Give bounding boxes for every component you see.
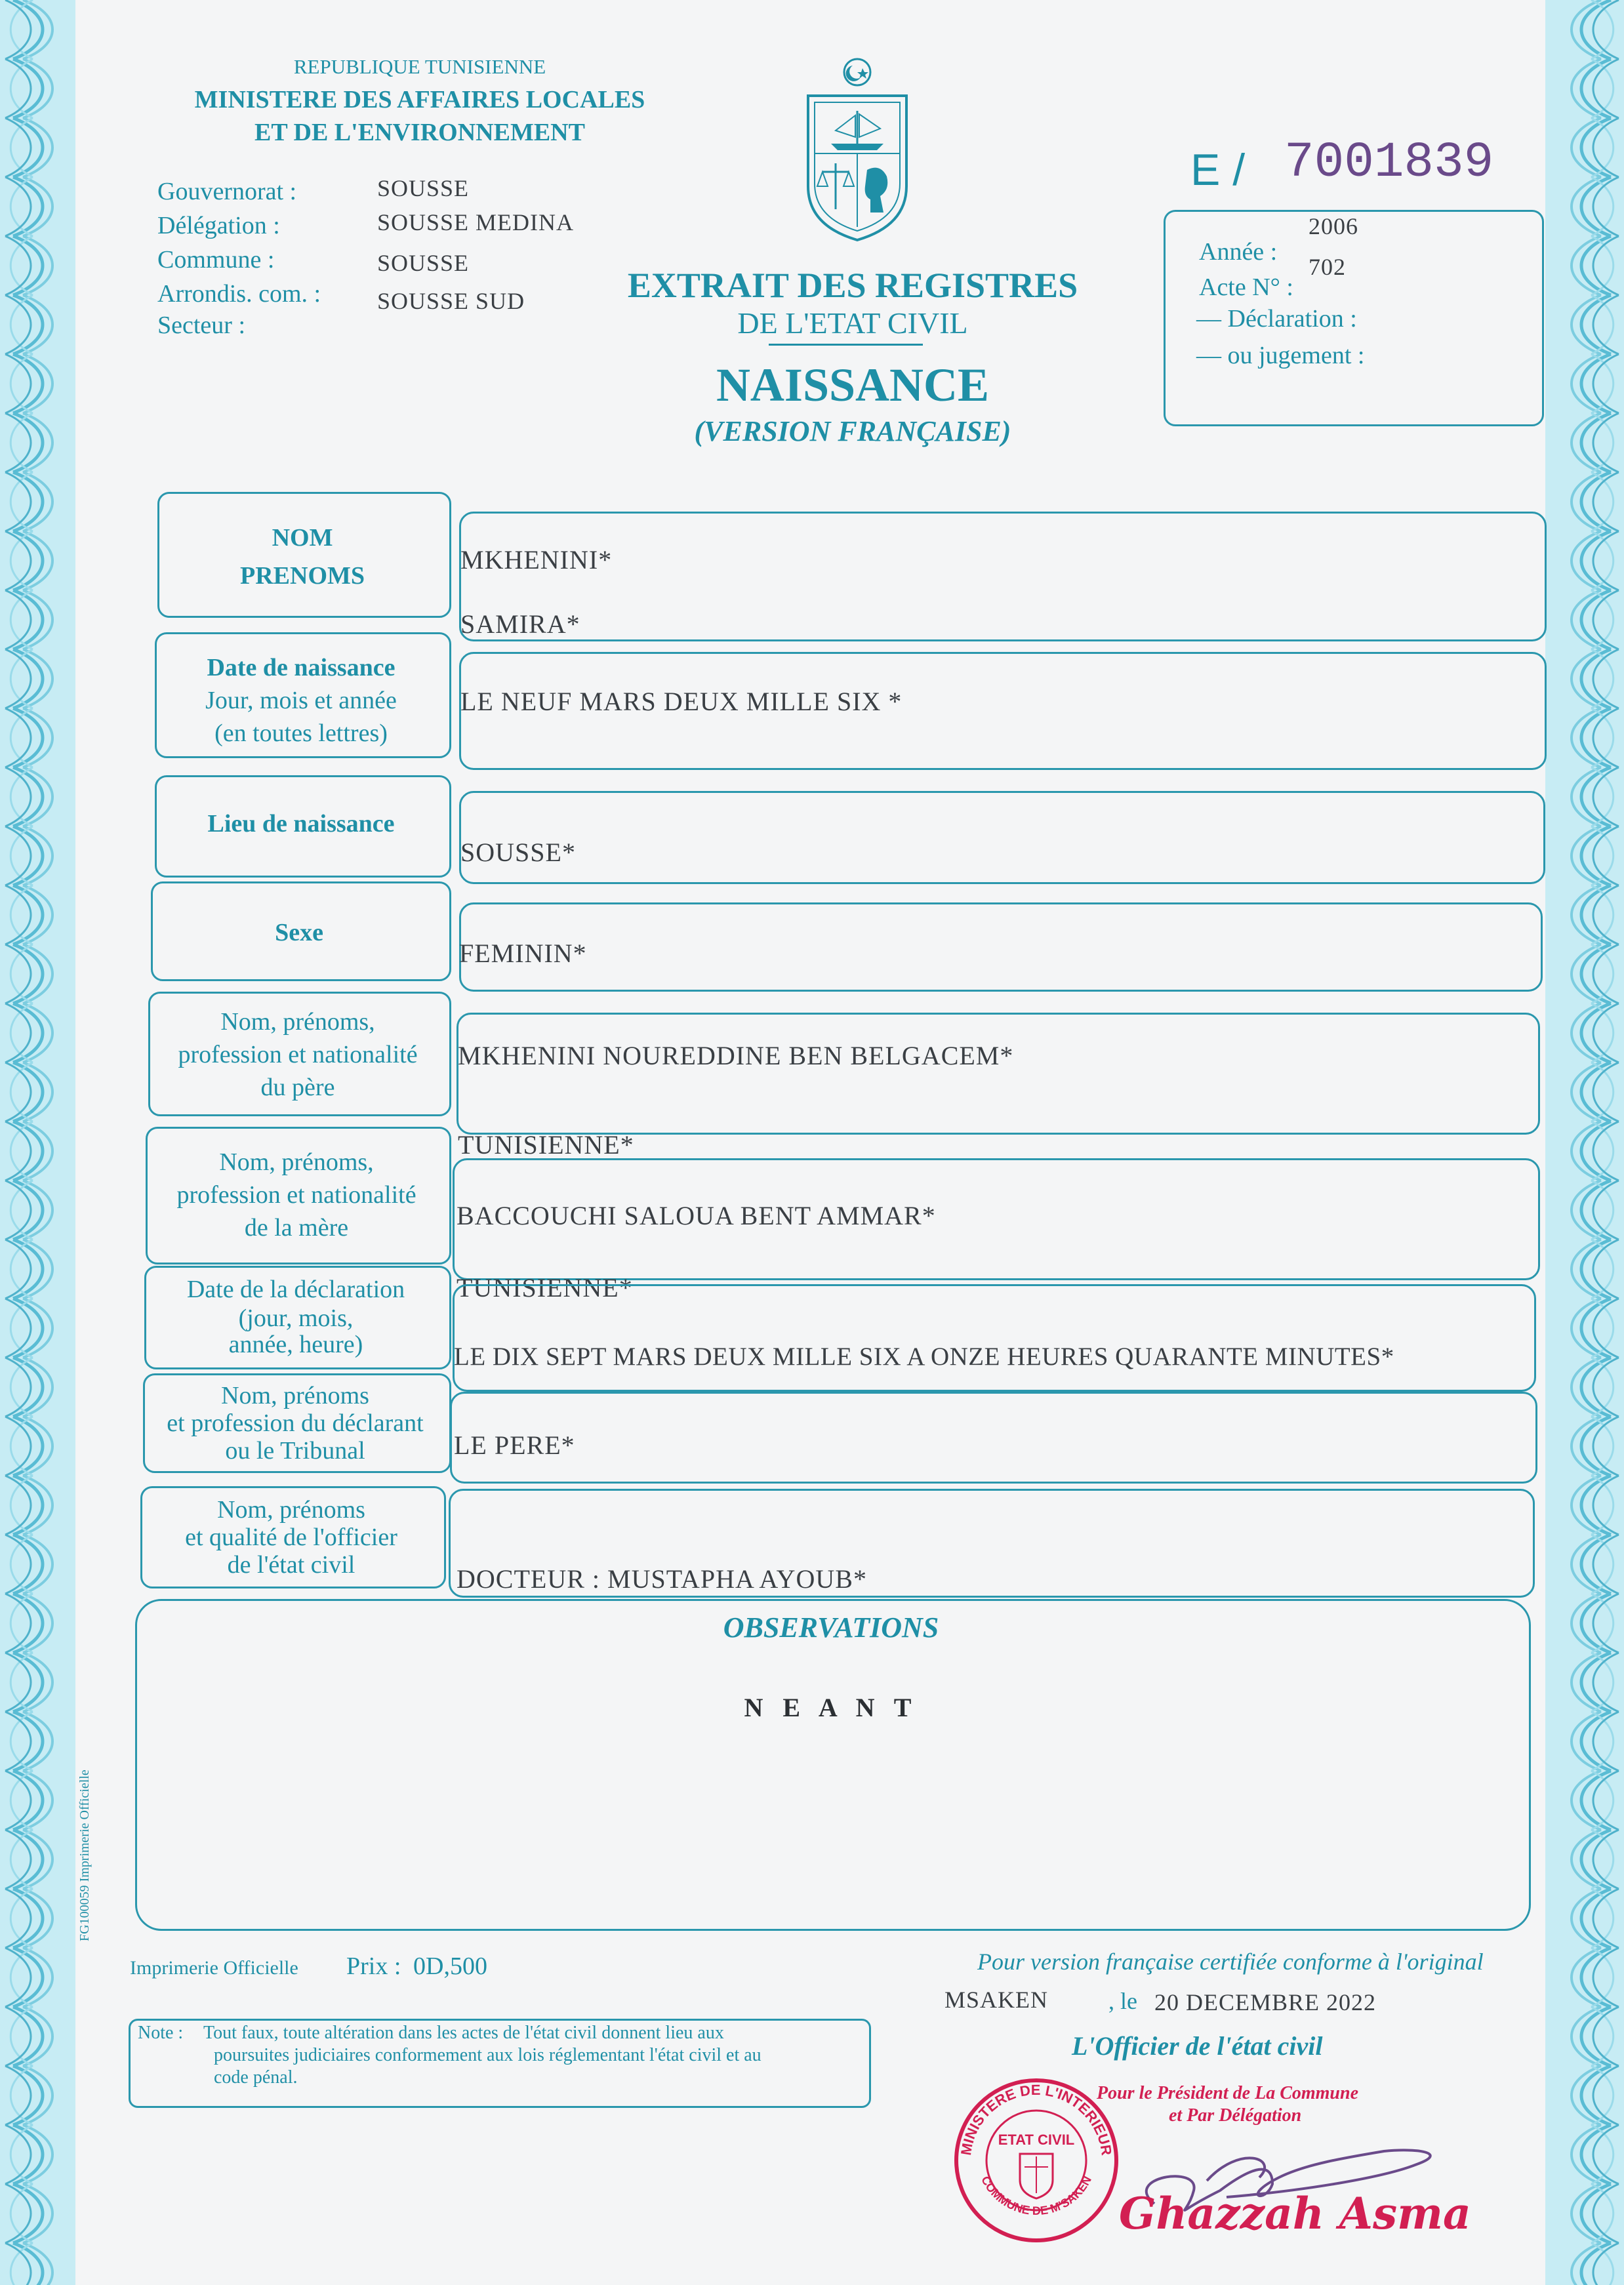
annee-label: Année : — [1199, 238, 1278, 266]
note-line-3: code pénal. — [214, 2067, 298, 2088]
imprimerie-label: Imprimerie Officielle — [130, 1957, 298, 1979]
date-label-3: (en toutes lettres) — [214, 719, 388, 747]
republic-name: REPUBLIQUE TUNISIENNE — [293, 55, 546, 78]
ministry-line-2: ET DE L'ENVIRONNEMENT — [254, 119, 585, 146]
declaration-date-label-1: Date de la déclaration — [186, 1276, 405, 1303]
mere-label-1: Nom, prénoms, — [219, 1148, 374, 1176]
note-label: Note : — [138, 2023, 184, 2043]
pere-value-box — [457, 1013, 1540, 1135]
sexe-value-box — [459, 902, 1543, 992]
delivery-date: 20 DECEMBRE 2022 — [1154, 1989, 1377, 2015]
declaration-value-box — [453, 1284, 1536, 1392]
official-stamp — [951, 2075, 1122, 2246]
observations-title: OBSERVATIONS — [723, 1611, 939, 1644]
certification-text: Pour version française certifiée conforme à l'original — [977, 1949, 1484, 1975]
declarant-label-2: et profession du déclarant — [167, 1409, 424, 1437]
document-version: (VERSION FRANÇAISE) — [694, 415, 1011, 447]
serial-number: 7001839 — [1284, 134, 1494, 191]
declaration-date-label-3: année, heure) — [228, 1331, 363, 1358]
signature-name: Ghazzah Asma — [1119, 2188, 1471, 2239]
document-type: NAISSANCE — [716, 359, 990, 411]
nom-label: NOM — [272, 524, 333, 552]
officier-label-2: et qualité de l'officier — [185, 1524, 397, 1551]
commune-value: SOUSSE — [377, 250, 470, 276]
acte-value: 702 — [1309, 254, 1346, 280]
declaration-label: — Déclaration : — [1196, 305, 1357, 333]
prenom-value: SAMIRA* — [460, 609, 580, 639]
lieu-value: SOUSSE* — [460, 838, 576, 867]
nom-value: MKHENINI* — [460, 545, 613, 575]
arrondis-value: SOUSSE SUD — [377, 288, 525, 314]
prix-label: Prix : — [346, 1952, 401, 1980]
pere-label-3: du père — [260, 1074, 335, 1101]
pere-nationalite: TUNISIENNE* — [458, 1130, 634, 1160]
declaration-value: LE DIX SEPT MARS DEUX MILLE SIX A ONZE HEURES QUARANTE MINUTES* — [454, 1343, 1394, 1371]
declarant-label-1: Nom, prénoms — [221, 1382, 369, 1409]
observations-box — [135, 1599, 1531, 1931]
stamp-line-2: et Par Délégation — [1169, 2105, 1302, 2126]
title-line-2: DE L'ETAT CIVIL — [737, 306, 968, 340]
prix-value: 0D,500 — [413, 1952, 487, 1980]
prenoms-label: PRENOMS — [240, 562, 365, 590]
gouvernorat-label: Gouvernorat : — [157, 178, 297, 205]
lieu-label: Lieu de naissance — [207, 810, 395, 838]
serial-prefix: E / — [1190, 145, 1246, 195]
coat-of-arms-icon — [795, 55, 920, 245]
delegation-label: Délégation : — [157, 212, 280, 239]
stamp-top-text: MINISTERE DE L'INTERIEUR — [958, 2081, 1115, 2156]
date-label-1: Date de naissance — [207, 654, 396, 681]
gouvernorat-value: SOUSSE — [377, 175, 470, 201]
nom-label-box — [157, 492, 451, 618]
date-label-2: Jour, mois et année — [205, 687, 397, 714]
mere-nationalite: TUNISIENNE* — [457, 1273, 633, 1303]
arrondis-label: Arrondis. com. : — [157, 280, 321, 308]
jugement-label: — ou jugement : — [1196, 342, 1365, 369]
left-guilloche-border — [0, 0, 75, 2285]
officer-title: L'Officier de l'état civil — [1072, 2031, 1323, 2061]
mere-label-2: profession et nationalité — [176, 1181, 416, 1209]
declarant-label-3: ou le Tribunal — [225, 1437, 365, 1465]
officier-value: DOCTEUR : MUSTAPHA AYOUB* — [457, 1564, 867, 1594]
mere-label-3: de la mère — [244, 1214, 349, 1242]
note-line-2: poursuites judiciaires conformement aux lois réglementant l'état civil et au — [214, 2045, 761, 2065]
stamp-line-1: Pour le Président de La Commune — [1097, 2083, 1358, 2103]
date-prefix: , le — [1108, 1988, 1137, 2014]
officier-label-3: de l'état civil — [227, 1551, 355, 1579]
date-value: LE NEUF MARS DEUX MILLE SIX * — [460, 687, 903, 716]
stamp-center-text: ETAT CIVIL — [998, 2132, 1075, 2148]
observations-text: N E A N T — [744, 1693, 918, 1722]
title-divider — [769, 344, 923, 346]
declaration-date-label-2: (jour, mois, — [238, 1304, 354, 1332]
pere-label-1: Nom, prénoms, — [220, 1008, 375, 1036]
ministry-line-1: MINISTERE DES AFFAIRES LOCALES — [194, 86, 645, 113]
nom-value-box — [459, 512, 1547, 641]
declarant-value-box — [450, 1392, 1537, 1484]
declarant-value: LE PERE* — [454, 1430, 575, 1460]
place-value: MSAKEN — [944, 1987, 1049, 2013]
officier-label-1: Nom, prénoms — [217, 1496, 365, 1524]
delegation-value: SOUSSE MEDINA — [377, 209, 575, 235]
stamp-bottom-text: COMMUNE DE M'SAKEN — [979, 2174, 1094, 2217]
pere-label-2: profession et nationalité — [178, 1041, 418, 1068]
sexe-value: FEMININ* — [459, 939, 587, 968]
title-line-1: EXTRAIT DES REGISTRES — [627, 266, 1078, 305]
pere-value: MKHENINI NOUREDDINE BEN BELGACEM* — [458, 1041, 1014, 1070]
mere-value: BACCOUCHI SALOUA BENT AMMAR* — [457, 1201, 936, 1230]
lieu-value-box — [459, 791, 1545, 884]
side-code: FG100059 Imprimerie Officielle — [77, 1769, 92, 1941]
annee-value: 2006 — [1309, 213, 1358, 239]
sexe-label: Sexe — [275, 919, 323, 946]
commune-label: Commune : — [157, 246, 275, 273]
secteur-label: Secteur : — [157, 312, 246, 339]
note-line-1: Tout faux, toute altération dans les actes de l'état civil donnent lieu aux — [203, 2023, 724, 2043]
acte-label: Acte N° : — [1199, 273, 1293, 301]
right-guilloche-border — [1545, 0, 1624, 2285]
